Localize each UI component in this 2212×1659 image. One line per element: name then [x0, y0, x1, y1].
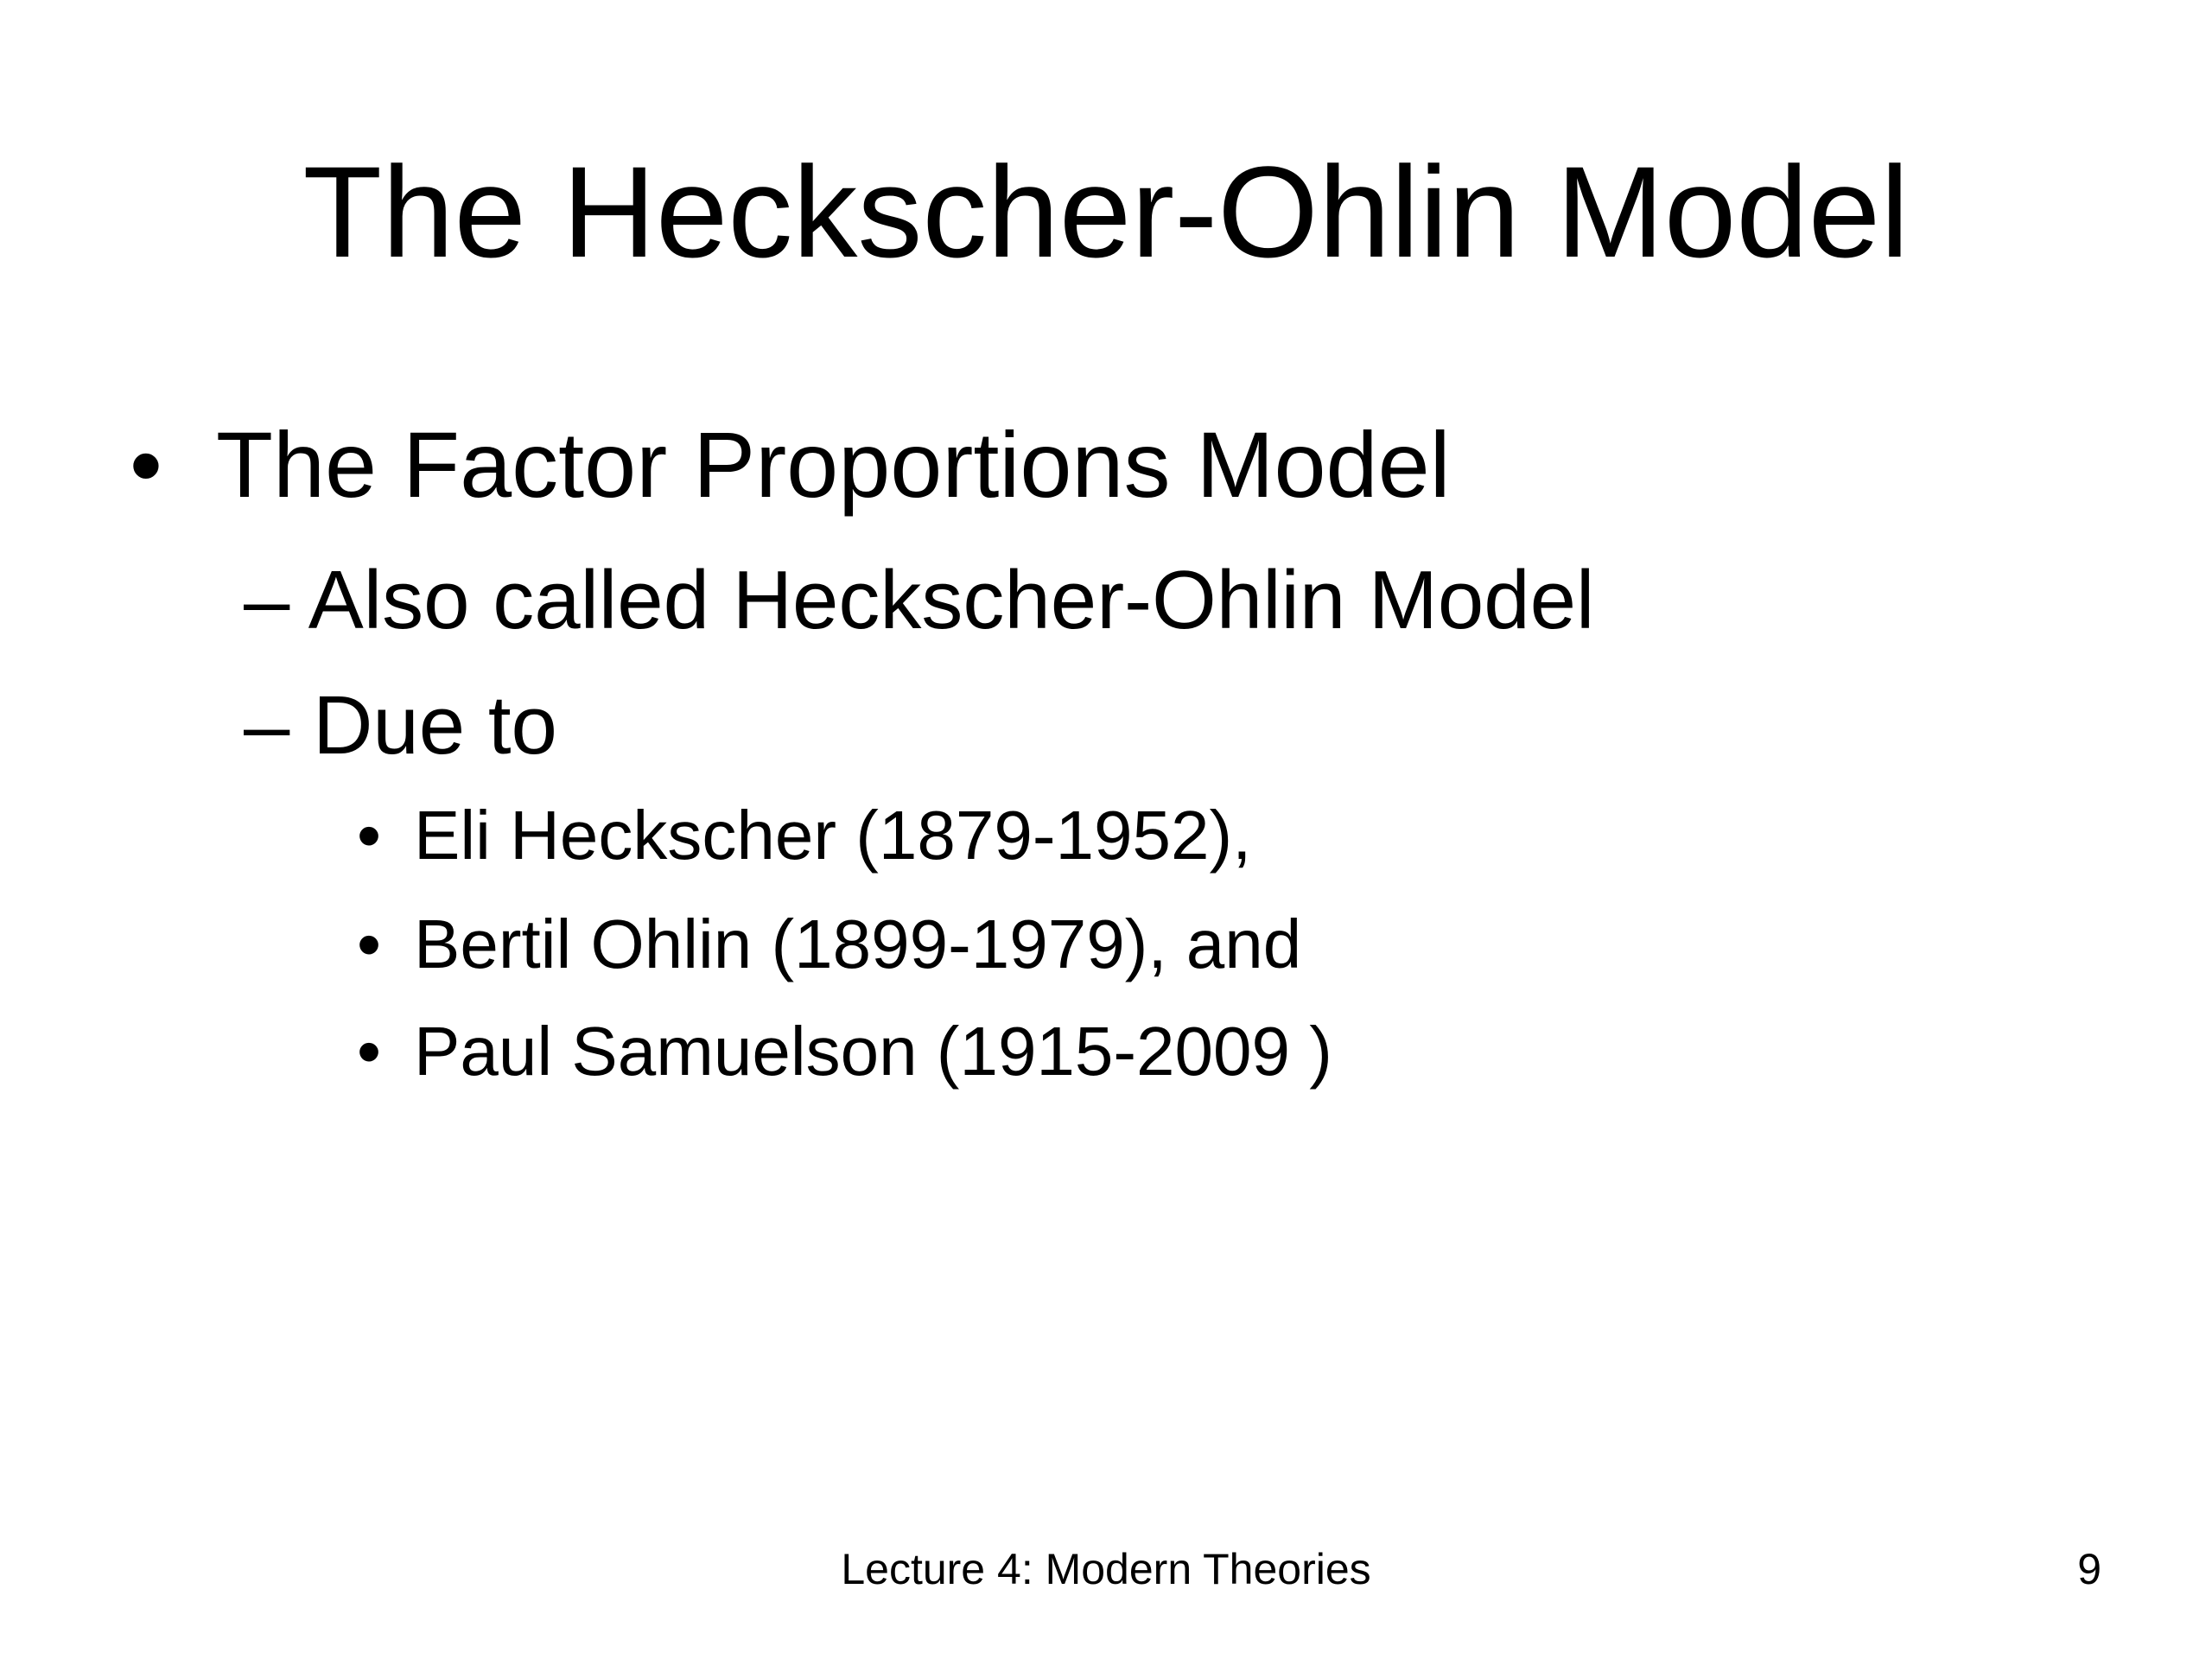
bullet-marker: •	[357, 1013, 382, 1090]
person-item-ohlin	[357, 904, 1301, 985]
person-text: Paul Samuelson (1915-2009 )	[414, 1013, 1332, 1090]
bullet-marker: •	[357, 906, 382, 982]
bullet-marker: •	[130, 412, 162, 517]
dash-marker: –	[244, 554, 290, 646]
person-text: Bertil Ohlin (1899-1979), and	[414, 906, 1302, 982]
sub-bullet-due-to	[244, 678, 557, 773]
bullet-main	[130, 413, 1451, 517]
bullet-marker: •	[357, 797, 382, 874]
slide-title: The Heckscher-Ohlin Model	[302, 139, 1910, 284]
sub-bullet-also-called	[244, 553, 1594, 648]
person-item-samuelson	[357, 1011, 1332, 1092]
sub-bullet-text: Due to	[313, 679, 557, 772]
sub-bullet-text: Also called Heckscher-Ohlin Model	[308, 554, 1595, 646]
dash-marker: –	[244, 679, 290, 772]
person-text: Eli Heckscher (1879-1952),	[414, 797, 1252, 874]
bullet-main-text: The Factor Proportions Model	[216, 412, 1451, 517]
person-item-heckscher	[357, 795, 1251, 876]
page-number: 9	[2077, 1545, 2101, 1593]
footer-lecture-title: Lecture 4: Modern Theories	[841, 1545, 1371, 1593]
